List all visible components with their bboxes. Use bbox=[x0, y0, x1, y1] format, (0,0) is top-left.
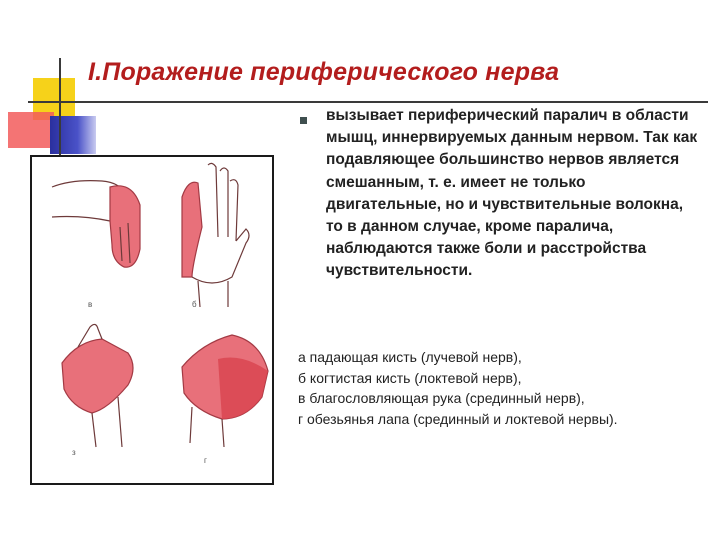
hand-ape-image bbox=[182, 335, 268, 447]
panel-label-1: в bbox=[88, 300, 93, 309]
hands-drawing bbox=[32, 157, 272, 483]
caption-v: в благословляющая рука (срединный нерв), bbox=[298, 390, 585, 406]
caption-g: г обезьянья лапа (срединный и локтевой нервы). bbox=[298, 410, 618, 427]
slide-title: I.Поражение периферического нерва bbox=[88, 58, 560, 86]
panel-label-3: з bbox=[72, 448, 76, 457]
decor-horizontal-line bbox=[28, 101, 708, 103]
panel-label-4: г bbox=[204, 456, 207, 465]
hands-illustration bbox=[30, 155, 274, 485]
caption-a: а падающая кисть (лучевой нерв), bbox=[298, 349, 522, 365]
bullet-text: вызывает периферический паралич в области мышц, иннервируемых данным нервом. Так как подавляющее большинство нервов является смешанным, т. е. имеет не только двигательные, но и чувствительные волокна, то в данном случае, кроме паралича, наблюдаются также боли и расстройства чувствительности. bbox=[326, 107, 698, 280]
hand-drop-wrist-image bbox=[52, 181, 140, 268]
figure-captions bbox=[298, 347, 618, 429]
hand-claw-image bbox=[182, 163, 249, 307]
decor-vertical-line bbox=[59, 58, 61, 163]
bullet-marker bbox=[300, 117, 307, 124]
caption-b: б когтистая кисть (локтевой нерв), bbox=[298, 369, 522, 386]
decor-red-square bbox=[8, 112, 54, 148]
panel-label-2: б bbox=[192, 300, 197, 309]
hand-benediction-image bbox=[62, 324, 133, 447]
decor-blue-square bbox=[50, 116, 96, 154]
